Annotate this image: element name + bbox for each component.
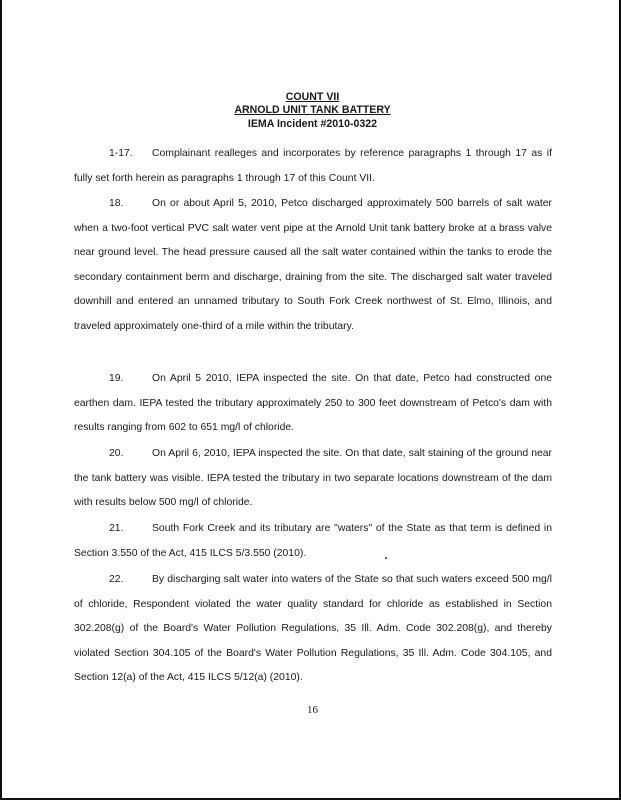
paragraph-22 [74, 568, 552, 691]
paragraph-text: Complainant realleges and incorporates by reference paragraphs 1 through 17 as if fully set forth herein as paragraphs 1 through 17 of this Count VII. [74, 148, 552, 184]
paragraph-number: 1-17. [109, 148, 133, 159]
paragraph-number: 18. [109, 198, 124, 209]
paragraph-number: 19. [109, 373, 124, 384]
paragraph-18 [74, 192, 552, 340]
paragraph-text: On April 5 2010, IEPA inspected the site. On that date, Petco had constructed one earthen dam. IEPA tested the tributary approximately 250 to 300 feet downstream of Petco's dam with results ranging from 602 to 651 mg/l of chloride. [74, 373, 552, 434]
page-number: 16 [307, 704, 318, 716]
paragraph-text: South Fork Creek and its tributary are "waters" of the State as that term is defined in Section 3.550 of the Act, 415 ILCS 5/3.550 (2010). [74, 523, 552, 559]
paragraph-number: 21. [109, 523, 124, 534]
paragraph-1-17 [74, 142, 552, 191]
site-title-heading: ARNOLD UNIT TANK BATTERY [234, 104, 391, 116]
paragraph-number: 20. [109, 448, 124, 459]
paragraph-number: 22. [109, 574, 124, 585]
count-heading: COUNT VII [285, 91, 340, 103]
scan-speck [385, 557, 387, 559]
paragraph-text: By discharging salt water into waters of the State so that such waters exceed 500 mg/l of chloride, Respondent violated the water quality standard for chloride as established in Section 302.208(g) of the Board's Water Pollution Regulations, 35 Ill. Adm. Code 302.208(g), and thereby violated Section 304.105 of the Board's Water Pollution Regulations, 35 Ill. Adm. Code 304.105, and Section 12(a) of the Act, 415 ILCS 5/12(a) (2010). [74, 574, 552, 684]
paragraph-20 [74, 442, 552, 516]
paragraph-19 [74, 367, 552, 441]
paragraph-text: On or about April 5, 2010, Petco discharged approximately 500 barrels of salt water when a two-foot vertical PVC salt water vent pipe at the Arnold Unit tank battery broke at a brass valve near ground level. The head pressure caused all the salt water contained within the tanks to erode the secondary containment berm and discharge, draining from the site. The discharged salt water traveled downhill and entered an unnamed tributary to South Fork Creek northwest of St. Elmo, Illinois, and traveled approximately one-third of a mile within the tributary. [74, 198, 552, 332]
paragraph-text: On April 6, 2010, IEPA inspected the site. On that date, salt staining of the ground near the tank battery was visible. IEPA tested the tributary in two separate locations downstream of the dam with results below 500 mg/l of chloride. [74, 448, 552, 509]
incident-heading: IEMA Incident #2010-0322 [247, 118, 378, 130]
paragraph-21 [74, 517, 552, 566]
